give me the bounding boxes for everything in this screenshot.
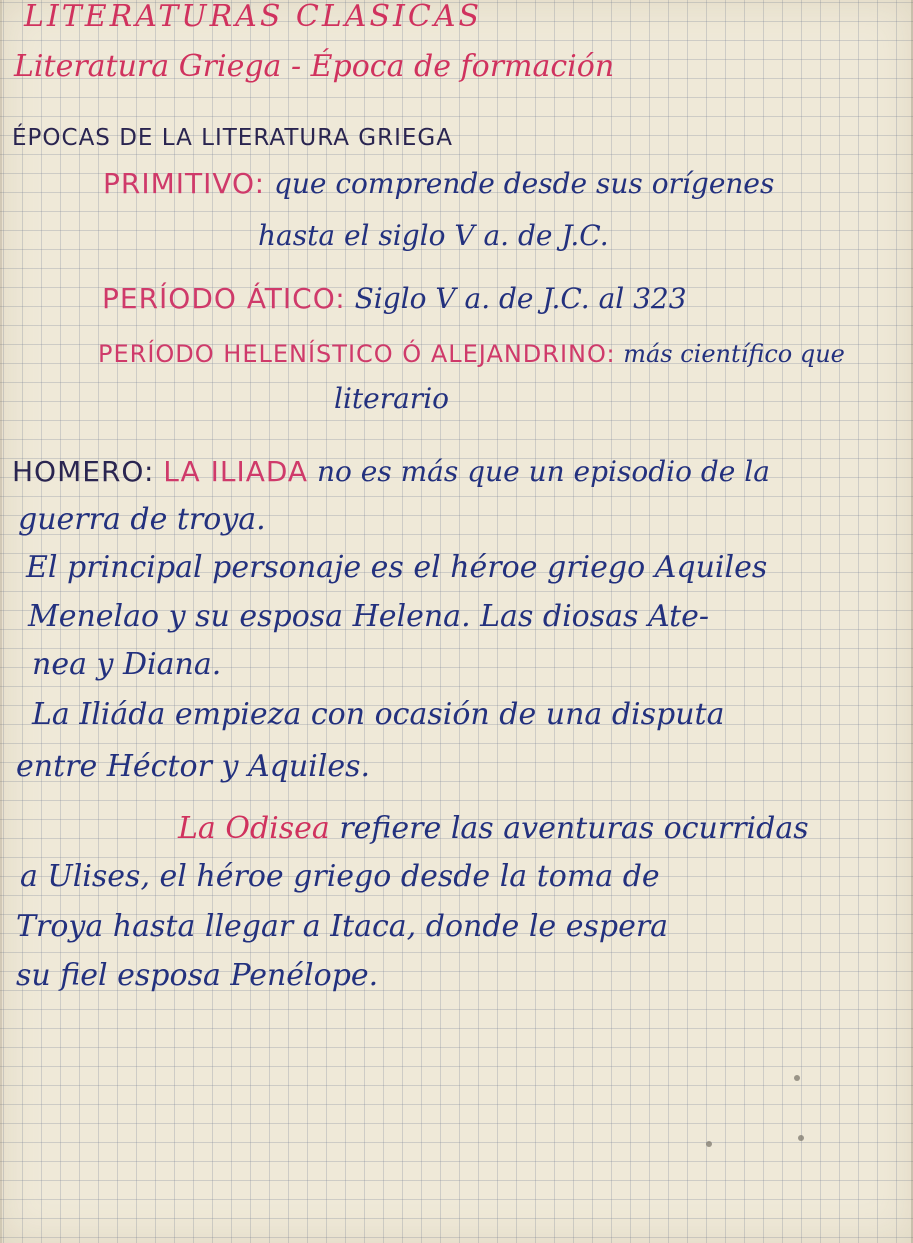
homero-line-3: El principal personaje es el héroe griego Aquiles [26, 550, 768, 585]
period-atico [102, 282, 687, 315]
homero-line-5: nea y Diana. [32, 647, 222, 682]
period-primitivo-text: que comprende desde sus orígenes [273, 167, 775, 200]
homero-line-6: La Iliáda empieza con ocasión de una disputa [32, 697, 725, 732]
page-subtitle: Literatura Griega - Época de formación [14, 49, 615, 84]
odisea-line-2: a Ulises, el héroe griego desde la toma de [20, 859, 660, 894]
homero-line-1-text: no es más que un episodio de la [317, 455, 770, 488]
homero-line-2: guerra de troya. [18, 502, 266, 537]
homero-line-7: entre Héctor y Aquiles. [16, 749, 371, 784]
homero-heading-line [12, 455, 770, 488]
odisea-line-4: su fiel esposa Penélope. [16, 958, 379, 993]
homero-line-4: Menelao y su esposa Helena. Las diosas Ate- [28, 599, 710, 634]
period-atico-text: Siglo V a. de J.C. al 323 [354, 282, 687, 315]
binder-hole [794, 1075, 800, 1081]
page-title: LITERATURAS CLASICAS [24, 0, 483, 34]
odisea-label: La Odisea [178, 811, 330, 846]
section-heading: ÉPOCAS DE LA LITERATURA GRIEGA [12, 125, 453, 151]
odisea-line-3: Troya hasta llegar a Itaca, donde le espera [16, 909, 669, 944]
odisea-line-1-text: refiere las aventuras ocurridas [339, 811, 809, 846]
period-atico-label: PERÍODO ÁTICO: [102, 282, 346, 315]
binder-hole [798, 1135, 804, 1141]
page-left-edge [0, 0, 2, 1243]
period-helenistico-label: PERÍODO HELENÍSTICO Ó ALEJANDRINO: [98, 340, 616, 368]
homero-label: HOMERO: [12, 455, 155, 488]
period-primitivo-label: PRIMITIVO: [103, 167, 266, 200]
period-helenistico-continuation: literario [334, 382, 450, 415]
iliada-label: LA ILIADA [163, 455, 309, 488]
period-helenistico-text: más científico que [623, 340, 845, 368]
binder-hole [706, 1141, 712, 1147]
period-helenistico [98, 342, 845, 366]
period-primitivo-continuation: hasta el siglo V a. de J.C. [258, 219, 609, 252]
odisea-line-1 [178, 811, 809, 846]
period-primitivo [103, 167, 775, 200]
